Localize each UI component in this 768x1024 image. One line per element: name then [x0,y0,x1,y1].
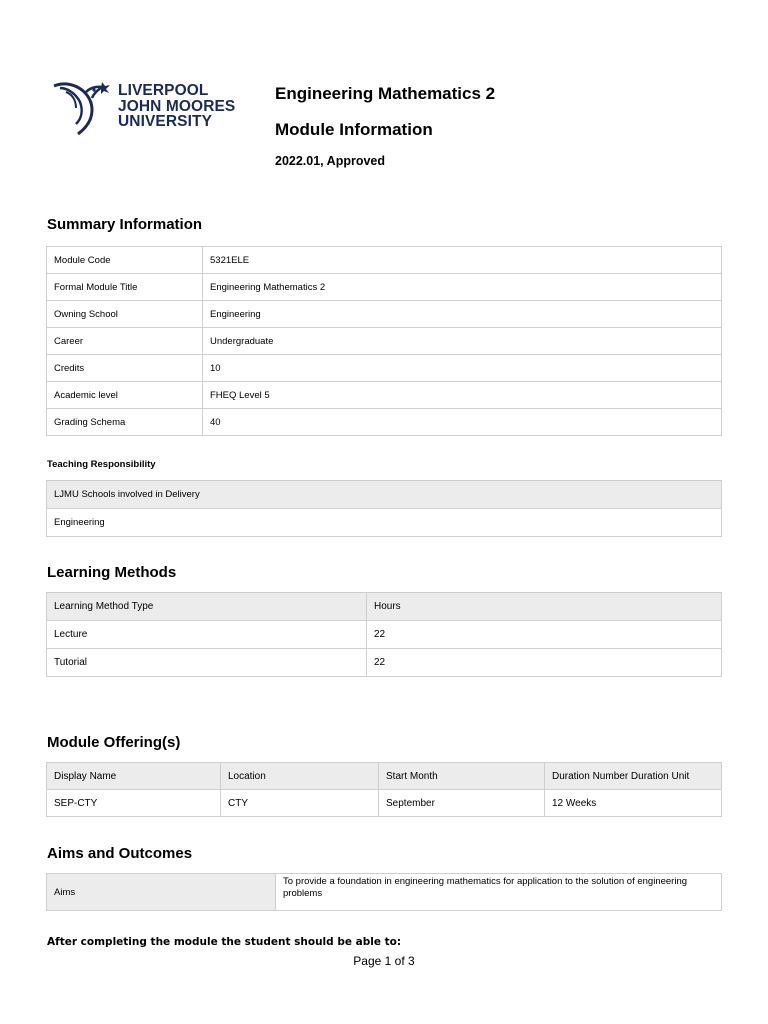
row-value: 40 [203,409,722,436]
row-value: FHEQ Level 5 [203,382,722,409]
table-row [47,274,722,301]
table-cell: September [379,790,545,817]
row-value: Undergraduate [203,328,722,355]
teaching-table [46,480,722,537]
table-row [47,509,722,537]
column-header: Start Month [379,763,545,790]
table-cell: Tutorial [47,649,367,677]
module-title: Engineering Mathematics 2 [275,84,496,103]
summary-table [46,246,722,436]
table-cell: CTY [221,790,379,817]
offerings-heading: Module Offering(s) [47,734,181,751]
teaching-heading: Teaching Responsibility [47,459,156,470]
outcomes-intro: After completing the module the student should be able to: [47,936,402,948]
row-label: Aims [47,874,276,911]
table-header-row [47,763,722,790]
column-header: Duration Number Duration Unit [545,763,722,790]
table-row [47,790,722,817]
aims-table [46,873,722,911]
row-value: To provide a foundation in engineering mathematics for application to the solution of engineering problems [276,874,722,911]
table-cell: Engineering [47,509,722,537]
row-label: Grading Schema [47,409,203,436]
table-row [47,382,722,409]
table-cell: 22 [367,649,722,677]
row-value: 5321ELE [203,247,722,274]
row-label: Academic level [47,382,203,409]
table-row [47,649,722,677]
summary-heading: Summary Information [47,216,203,233]
logo-line: UNIVERSITY [118,113,213,130]
version-status: 2022.01, Approved [275,154,386,168]
row-label: Module Code [47,247,203,274]
column-header: LJMU Schools involved in Delivery [47,481,722,509]
row-label: Owning School [47,301,203,328]
table-cell: Lecture [47,621,367,649]
table-row [47,247,722,274]
table-cell: 12 Weeks [545,790,722,817]
document-subtitle: Module Information [275,120,433,139]
column-header: Location [221,763,379,790]
row-value: 10 [203,355,722,382]
table-row [47,621,722,649]
row-label: Formal Module Title [47,274,203,301]
table-cell: 22 [367,621,722,649]
university-logo [52,80,236,136]
bird-emblem-icon [52,80,112,136]
table-row [47,409,722,436]
row-value: Engineering Mathematics 2 [203,274,722,301]
table-row [47,328,722,355]
table-row [47,301,722,328]
table-cell: SEP-CTY [47,790,221,817]
logo-line: JOHN MOORES [118,97,236,115]
aims-heading: Aims and Outcomes [47,845,193,862]
row-label: Career [47,328,203,355]
page-number: Page 1 of 3 [353,954,415,968]
table-row [47,874,722,911]
offerings-table [46,762,722,817]
table-row [47,355,722,382]
table-header-row [47,481,722,509]
logo-wordmark [118,83,235,130]
table-header-row [47,593,722,621]
column-header: Hours [367,593,722,621]
column-header: Learning Method Type [47,593,367,621]
row-label: Credits [47,355,203,382]
column-header: Display Name [47,763,221,790]
learning-heading: Learning Methods [47,564,177,581]
learning-methods-table [46,592,722,677]
logo-line: LIVERPOOL [118,82,209,99]
row-value: Engineering [203,301,722,328]
